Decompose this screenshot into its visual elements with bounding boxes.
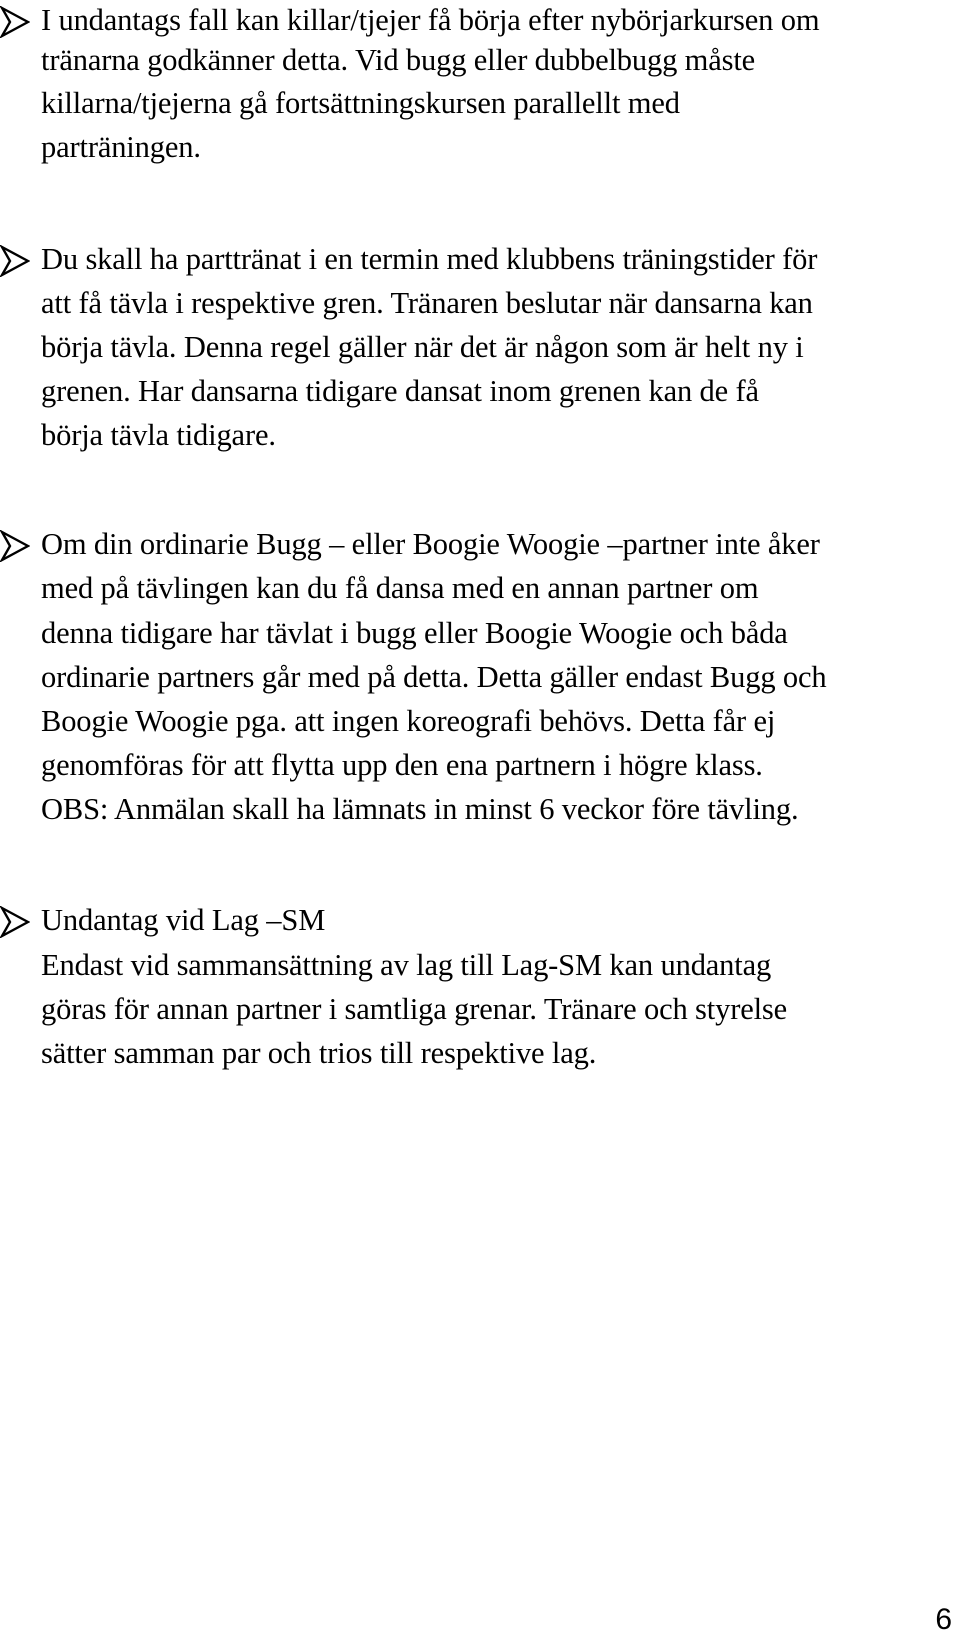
bullet-text-line: Boogie Woogie pga. att ingen koreografi behövs. Detta får ej (41, 704, 776, 738)
bullet-text-line: börja tävla tidigare. (41, 418, 276, 452)
bullet-text-line: parträningen. (41, 130, 201, 164)
arrowhead-bullet-icon (0, 245, 30, 277)
bullet-text-line: Endast vid sammansättning av lag till Lag-SM kan undantag (41, 948, 772, 982)
bullet-text-line: genomföras för att flytta upp den ena partnern i högre klass. (41, 748, 763, 782)
bullet-text-line: grenen. Har dansarna tidigare dansat inom grenen kan de få (41, 374, 759, 408)
bullet-text-line: ordinarie partners går med på detta. Detta gäller endast Bugg och (41, 660, 827, 694)
bullet-text-line: göras för annan partner i samtliga grenar. Tränare och styrelse (41, 992, 788, 1026)
bullet-text-line: OBS: Anmälan skall ha lämnats in minst 6 veckor före tävling. (41, 792, 799, 826)
arrowhead-bullet-icon (0, 530, 30, 562)
bullet-text-line: denna tidigare har tävlat i bugg eller Boogie Woogie och båda (41, 616, 788, 650)
page-number: 6 (935, 1603, 952, 1636)
arrowhead-bullet-icon (0, 906, 30, 938)
bullet-text-line: I undantags fall kan killar/tjejer få börja efter nybörjarkursen om (41, 3, 820, 37)
bullet-text-line: att få tävla i respektive gren. Tränaren beslutar när dansarna kan (41, 286, 813, 320)
bullet-text-line: Om din ordinarie Bugg – eller Boogie Woogie –partner inte åker (41, 527, 820, 561)
bullet-heading: Undantag vid Lag –SM (41, 903, 326, 937)
bullet-text-line: med på tävlingen kan du få dansa med en annan partner om (41, 571, 759, 605)
bullet-text-line: sätter samman par och trios till respektive lag. (41, 1036, 597, 1070)
bullet-text-line: Du skall ha parttränat i en termin med klubbens träningstider för (41, 242, 818, 276)
arrowhead-bullet-icon (0, 6, 30, 38)
bullet-text-line: tränarna godkänner detta. Vid bugg eller dubbelbugg måste (41, 43, 756, 77)
bullet-text-line: börja tävla. Denna regel gäller när det är någon som är helt ny i (41, 330, 804, 364)
bullet-text-line: killarna/tjejerna gå fortsättningskursen parallellt med (41, 86, 680, 120)
